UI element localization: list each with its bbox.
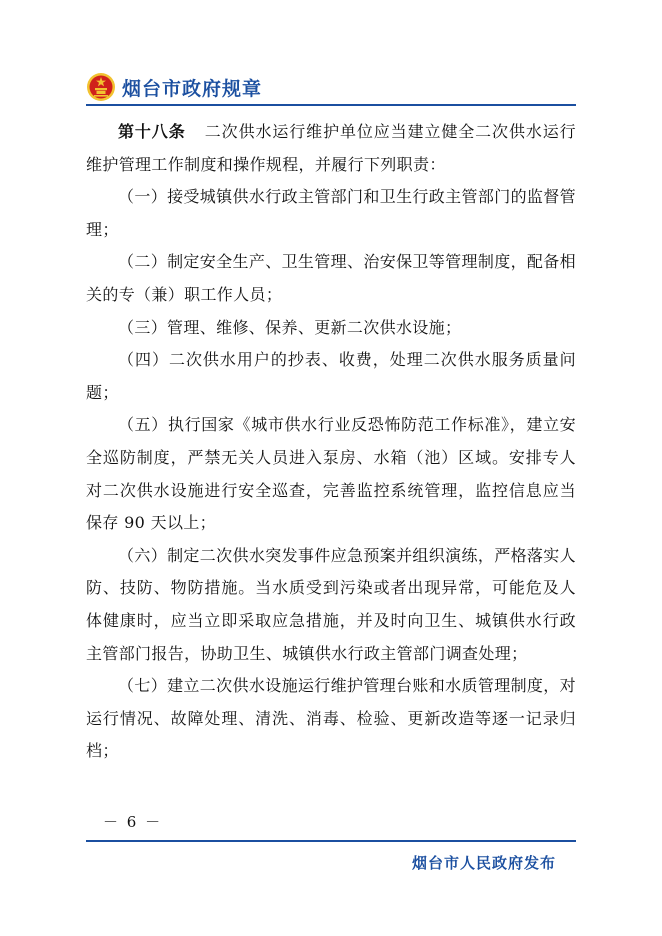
page-number: － 6 － [103,813,163,831]
article-item: （二）制定安全生产、卫生管理、治安保卫等管理制度，配备相关的专（兼）职工作人员； [86,252,576,304]
article-item: （七）建立二次供水设施运行维护管理台账和水质管理制度，对运行情况、故障处理、清洗、消毒、检验、更新改造等逐一记录归档； [86,676,576,761]
article-item: （一）接受城镇供水行政主管部门和卫生行政主管部门的监督管理； [86,187,576,239]
article-number: 第十八条 [118,122,186,141]
national-emblem-icon [86,72,116,102]
article-item: （三）管理、维修、保养、更新二次供水设施； [118,317,462,337]
article-intro: 二次供水运行维护单位应当建立健全二次供水运行维护管理工作制度和操作规程，并履行下列职责： [86,122,576,174]
article-body [86,116,576,768]
article-item: （六）制定二次供水突发事件应急预案并组织演练，严格落实人防、技防、物防措施。当水质受到污染或者出现异常，可能危及人体健康时，应当立即采取应急措施，并及时向卫生、城镇供水行政主管部门报告，协助卫生、城镇供水行政主管部门调查处理； [86,545,576,663]
article-item: （五）执行国家《城市供水行业反恐怖防范工作标准》，建立安全巡防制度，严禁无关人员进入泵房、水箱（池）区域。安排专人对二次供水设施进行安全巡查，完善监控系统管理，监控信息应当保存 90 天以上； [86,415,576,533]
footer-publisher: 烟台市人民政府发布 [411,854,556,872]
page-header [86,70,262,104]
header-divider [86,104,576,106]
article-item: （四）二次供水用户的抄表、收费，处理二次供水服务质量问题； [86,350,576,402]
footer-divider [86,840,576,842]
header-title: 烟台市政府规章 [122,77,263,100]
article-intro-paragraph [86,116,576,181]
